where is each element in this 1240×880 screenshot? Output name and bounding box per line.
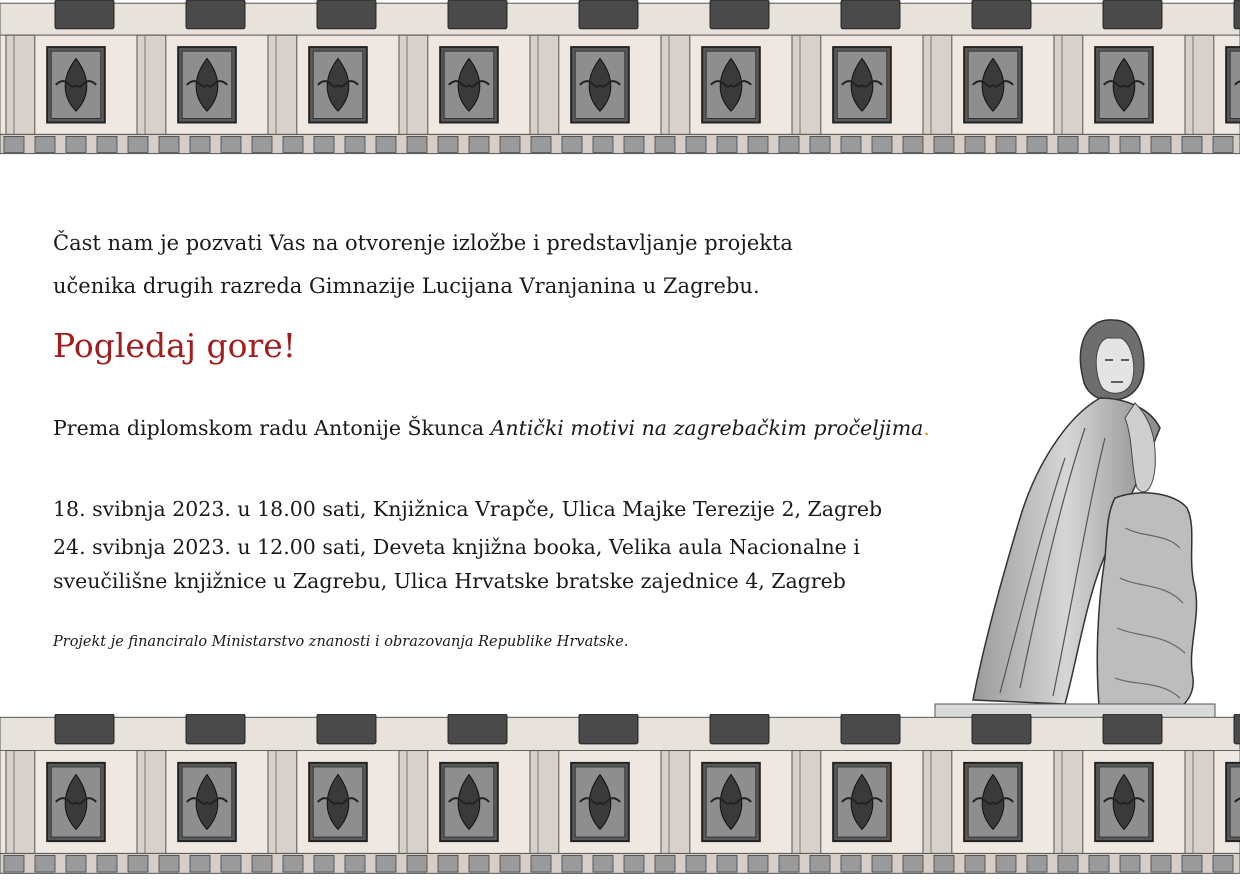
invitation-text	[53, 222, 953, 308]
event-item-2: 24. svibnja 2023. u 12.00 sati, Deveta knjižna booka, Velika aula Nacionalne i sveučilišne knjižnice u Zagrebu, Ulica Hrvatske bratske zajednice 4, Zagreb	[53, 535, 860, 593]
exhibition-title: Pogledaj gore!	[53, 326, 297, 365]
statue-figure-drawing	[925, 308, 1225, 728]
thesis-work-title: Antički motivi na zagrebačkim pročeljima	[490, 416, 924, 440]
invitation-line-2: učenika drugih razreda Gimnazije Lucijana Vranjanina u Zagrebu.	[53, 274, 760, 298]
thesis-suffix: .	[923, 416, 930, 440]
funding-note: Projekt je financiralo Ministarstvo znanosti i obrazovanja Republike Hrvatske.	[53, 634, 629, 650]
event-list	[53, 492, 953, 602]
invitation-line-1: Čast nam je pozvati Vas na otvorenje izložbe i predstavljanje projekta	[53, 231, 793, 255]
bottom-frieze-ornament	[0, 714, 1240, 880]
thesis-prefix: Prema diplomskom radu Antonije Škunca	[53, 416, 491, 440]
event-item-1: 18. svibnja 2023. u 18.00 sati, Knjižnica Vrapče, Ulica Majke Terezije 2, Zagreb	[53, 497, 883, 521]
top-frieze-ornament	[0, 0, 1240, 160]
thesis-reference	[53, 416, 953, 440]
